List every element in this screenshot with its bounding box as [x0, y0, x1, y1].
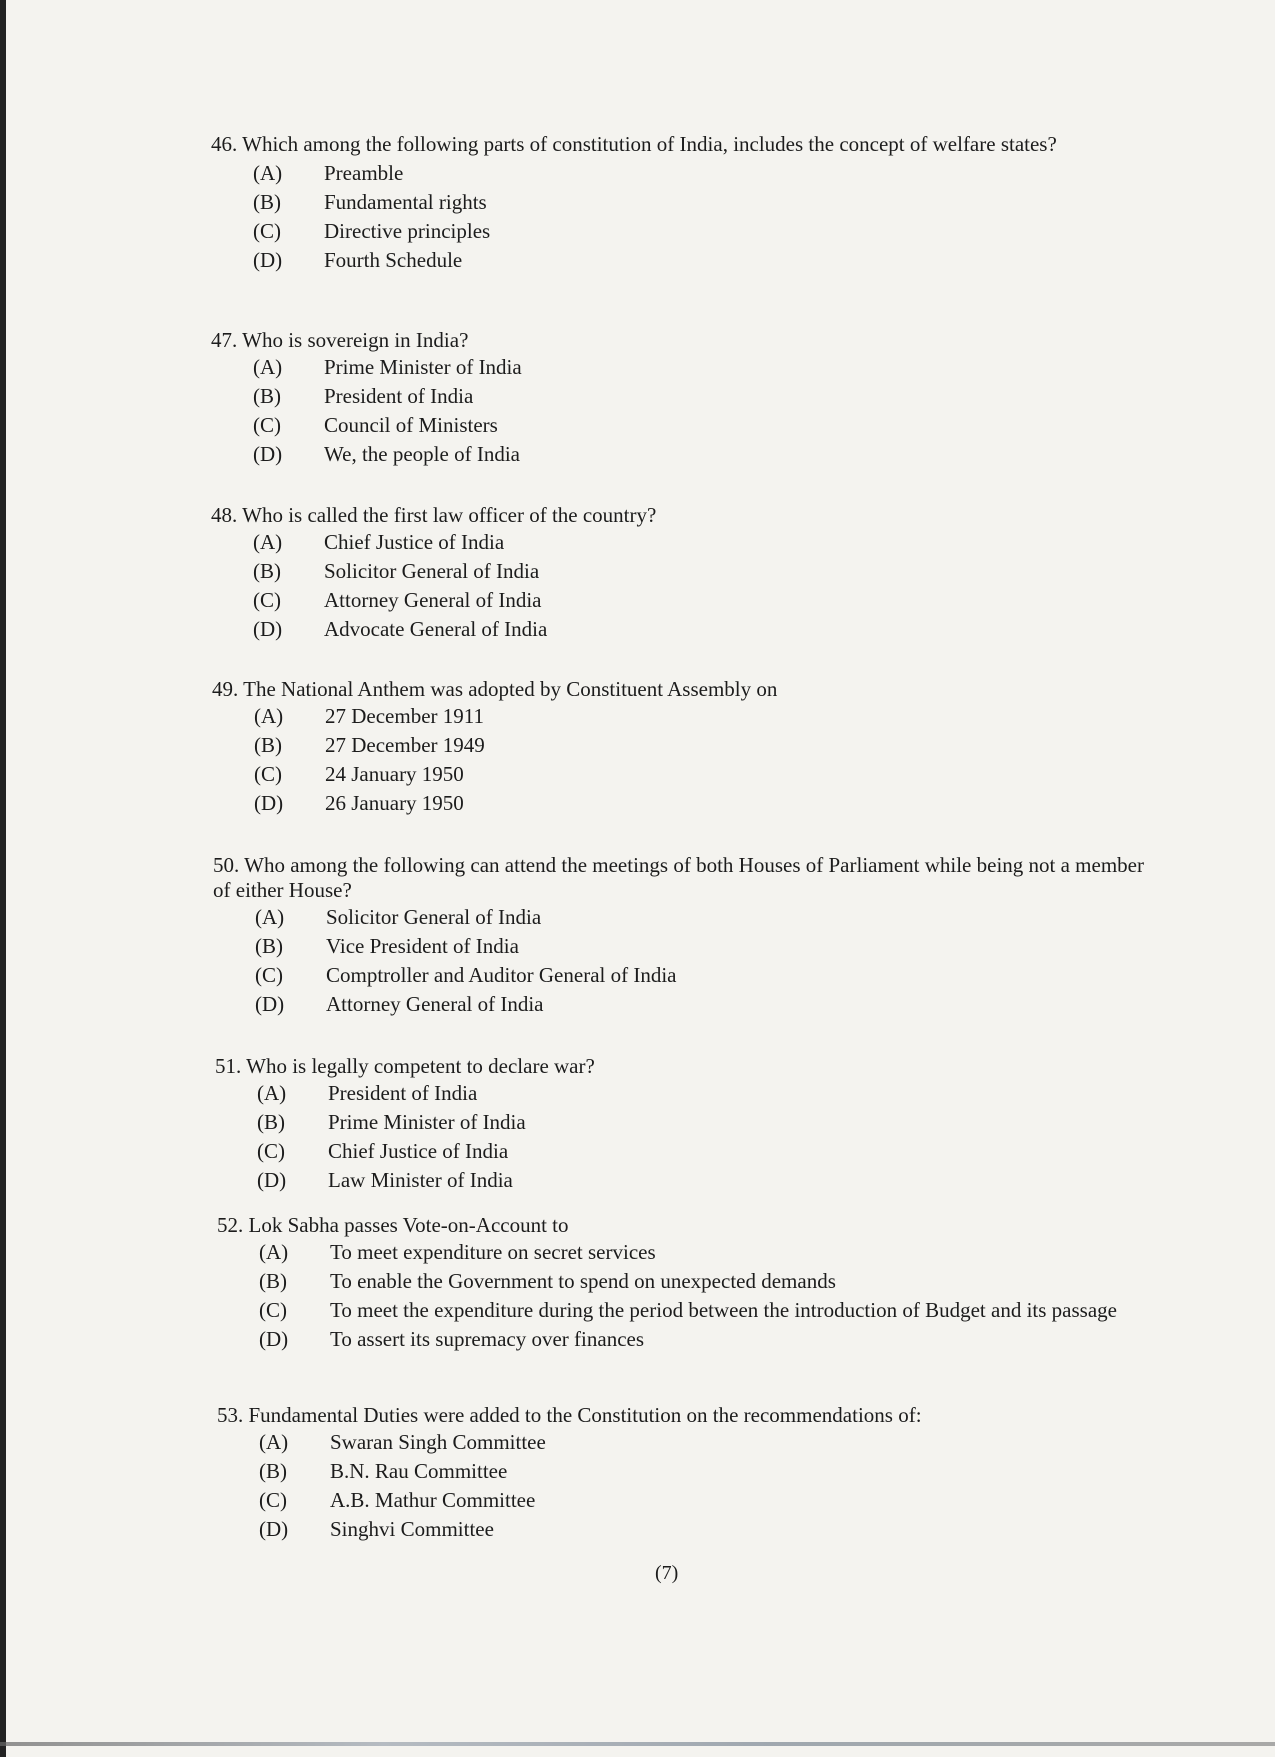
option-letter: (D) [253, 442, 283, 466]
option-letter: (C) [259, 1298, 287, 1322]
option-text: Prime Minister of India [328, 1110, 526, 1134]
option-letter: (D) [253, 617, 283, 641]
option-letter: (D) [254, 791, 284, 815]
option-letter: (B) [254, 733, 282, 757]
option-a [211, 159, 1161, 188]
option-text: 27 December 1911 [325, 704, 484, 728]
option-b [213, 932, 1163, 961]
option-letter: (B) [259, 1459, 287, 1483]
option-text: Solicitor General of India [324, 559, 540, 583]
option-text: 27 December 1949 [325, 733, 485, 757]
option-d [211, 615, 1161, 644]
option-text: President of India [328, 1081, 478, 1105]
option-d [215, 1166, 1165, 1195]
option-text: Prime Minister of India [324, 355, 522, 379]
option-c [211, 217, 1161, 246]
option-letter: (D) [259, 1517, 289, 1541]
question-number: 50. [213, 853, 240, 877]
question-stem [213, 853, 1163, 903]
question-number: 48. [211, 503, 238, 527]
option-text: Comptroller and Auditor General of India [326, 963, 677, 987]
question-stem [212, 677, 1162, 702]
option-text: To meet the expenditure during the period between the introduction of Budget and its passage [330, 1298, 1117, 1322]
question-text: Who is sovereign in India? [242, 328, 469, 352]
option-b [217, 1267, 1180, 1296]
option-a [213, 903, 1163, 932]
question-number: 49. [212, 677, 239, 701]
option-b [211, 382, 1161, 411]
option-letter: (B) [257, 1110, 285, 1134]
option-letter: (C) [257, 1139, 285, 1163]
option-c [211, 586, 1161, 615]
question-47 [211, 328, 1161, 469]
option-letter: (C) [253, 413, 281, 437]
option-text: We, the people of India [324, 442, 520, 466]
question-number: 53. [217, 1403, 244, 1427]
option-text: To meet expenditure on secret services [330, 1240, 656, 1264]
option-text: Swaran Singh Committee [330, 1430, 546, 1454]
question-stem [215, 1054, 1165, 1079]
option-letter: (A) [253, 161, 283, 185]
option-letter: (B) [253, 190, 281, 214]
option-b [211, 557, 1161, 586]
option-text: A.B. Mathur Committee [330, 1488, 536, 1512]
question-text: Who is legally competent to declare war? [246, 1054, 595, 1078]
option-c [217, 1296, 1180, 1325]
question-stem [217, 1403, 1167, 1428]
option-text: 24 January 1950 [325, 762, 464, 786]
question-text: The National Anthem was adopted by Constituent Assembly on [243, 677, 778, 701]
option-text: Fourth Schedule [324, 248, 463, 272]
option-text: Vice President of India [326, 934, 519, 958]
option-letter: (A) [254, 704, 284, 728]
option-letter: (B) [255, 934, 283, 958]
option-letter: (B) [253, 559, 281, 583]
question-stem [217, 1213, 1167, 1238]
option-text: Singhvi Committee [330, 1517, 494, 1541]
page-number: (7) [655, 1562, 679, 1584]
option-d [211, 246, 1161, 275]
option-a [217, 1238, 1180, 1267]
option-a [211, 353, 1161, 382]
question-text: Who is called the first law officer of the country? [242, 503, 657, 527]
question-text: Who among the following can attend the meetings of both Houses of Parliament while being not a member of either House? [213, 853, 1144, 902]
option-letter: (C) [253, 588, 281, 612]
option-letter: (A) [259, 1430, 289, 1454]
option-b [215, 1108, 1165, 1137]
question-51 [215, 1054, 1165, 1195]
question-48 [211, 503, 1161, 644]
option-text: Attorney General of India [326, 992, 544, 1016]
option-text: B.N. Rau Committee [330, 1459, 508, 1483]
question-52 [217, 1213, 1180, 1354]
option-letter: (C) [259, 1488, 287, 1512]
option-text: Chief Justice of India [324, 530, 505, 554]
option-letter: (D) [257, 1168, 287, 1192]
option-text: Attorney General of India [324, 588, 542, 612]
option-letter: (A) [253, 355, 283, 379]
question-number: 47. [211, 328, 238, 352]
question-text: Lok Sabha passes Vote-on-Account to [248, 1213, 569, 1237]
question-49 [212, 677, 1162, 818]
question-number: 52. [217, 1213, 244, 1237]
option-text: To enable the Government to spend on unexpected demands [330, 1269, 836, 1293]
option-text: Chief Justice of India [328, 1139, 509, 1163]
question-stem [211, 503, 1161, 528]
option-d [213, 990, 1163, 1019]
option-text: Advocate General of India [324, 617, 548, 641]
option-b [211, 188, 1161, 217]
question-53 [217, 1403, 1167, 1544]
option-c [215, 1137, 1165, 1166]
option-text: Law Minister of India [328, 1168, 513, 1192]
question-stem [211, 132, 1161, 157]
option-text: Fundamental rights [324, 190, 487, 214]
scan-left-edge [0, 0, 6, 1757]
option-letter: (D) [255, 992, 285, 1016]
option-letter: (A) [253, 530, 283, 554]
option-c [213, 961, 1163, 990]
option-d [211, 440, 1161, 469]
option-a [217, 1428, 1167, 1457]
question-stem [211, 328, 1161, 353]
option-text: Solicitor General of India [326, 905, 542, 929]
option-text: 26 January 1950 [325, 791, 464, 815]
option-a [212, 702, 1162, 731]
option-text: Council of Ministers [324, 413, 498, 437]
option-d [212, 789, 1162, 818]
option-letter: (D) [253, 248, 283, 272]
option-letter: (B) [253, 384, 281, 408]
option-letter: (C) [253, 219, 281, 243]
option-c [212, 760, 1162, 789]
option-letter: (D) [259, 1327, 289, 1351]
question-50 [213, 853, 1163, 1019]
option-letter: (A) [257, 1081, 287, 1105]
question-text: Fundamental Duties were added to the Constitution on the recommendations of: [248, 1403, 922, 1427]
option-a [215, 1079, 1165, 1108]
option-letter: (C) [255, 963, 283, 987]
option-letter: (A) [255, 905, 285, 929]
question-46 [211, 132, 1161, 275]
option-c [211, 411, 1161, 440]
option-c [217, 1486, 1167, 1515]
option-text: Preamble [324, 161, 404, 185]
option-b [212, 731, 1162, 760]
question-text: Which among the following parts of constitution of India, includes the concept of welfare states? [242, 132, 1057, 156]
option-b [217, 1457, 1167, 1486]
question-number: 46. [211, 132, 238, 156]
question-number: 51. [215, 1054, 242, 1078]
bottom-rule [0, 1742, 1275, 1746]
option-letter: (A) [259, 1240, 289, 1264]
option-d [217, 1515, 1167, 1544]
option-text: President of India [324, 384, 474, 408]
option-a [211, 528, 1161, 557]
option-d [217, 1325, 1180, 1354]
option-letter: (B) [259, 1269, 287, 1293]
option-text: To assert its supremacy over finances [330, 1327, 645, 1351]
option-text: Directive principles [324, 219, 491, 243]
option-letter: (C) [254, 762, 282, 786]
